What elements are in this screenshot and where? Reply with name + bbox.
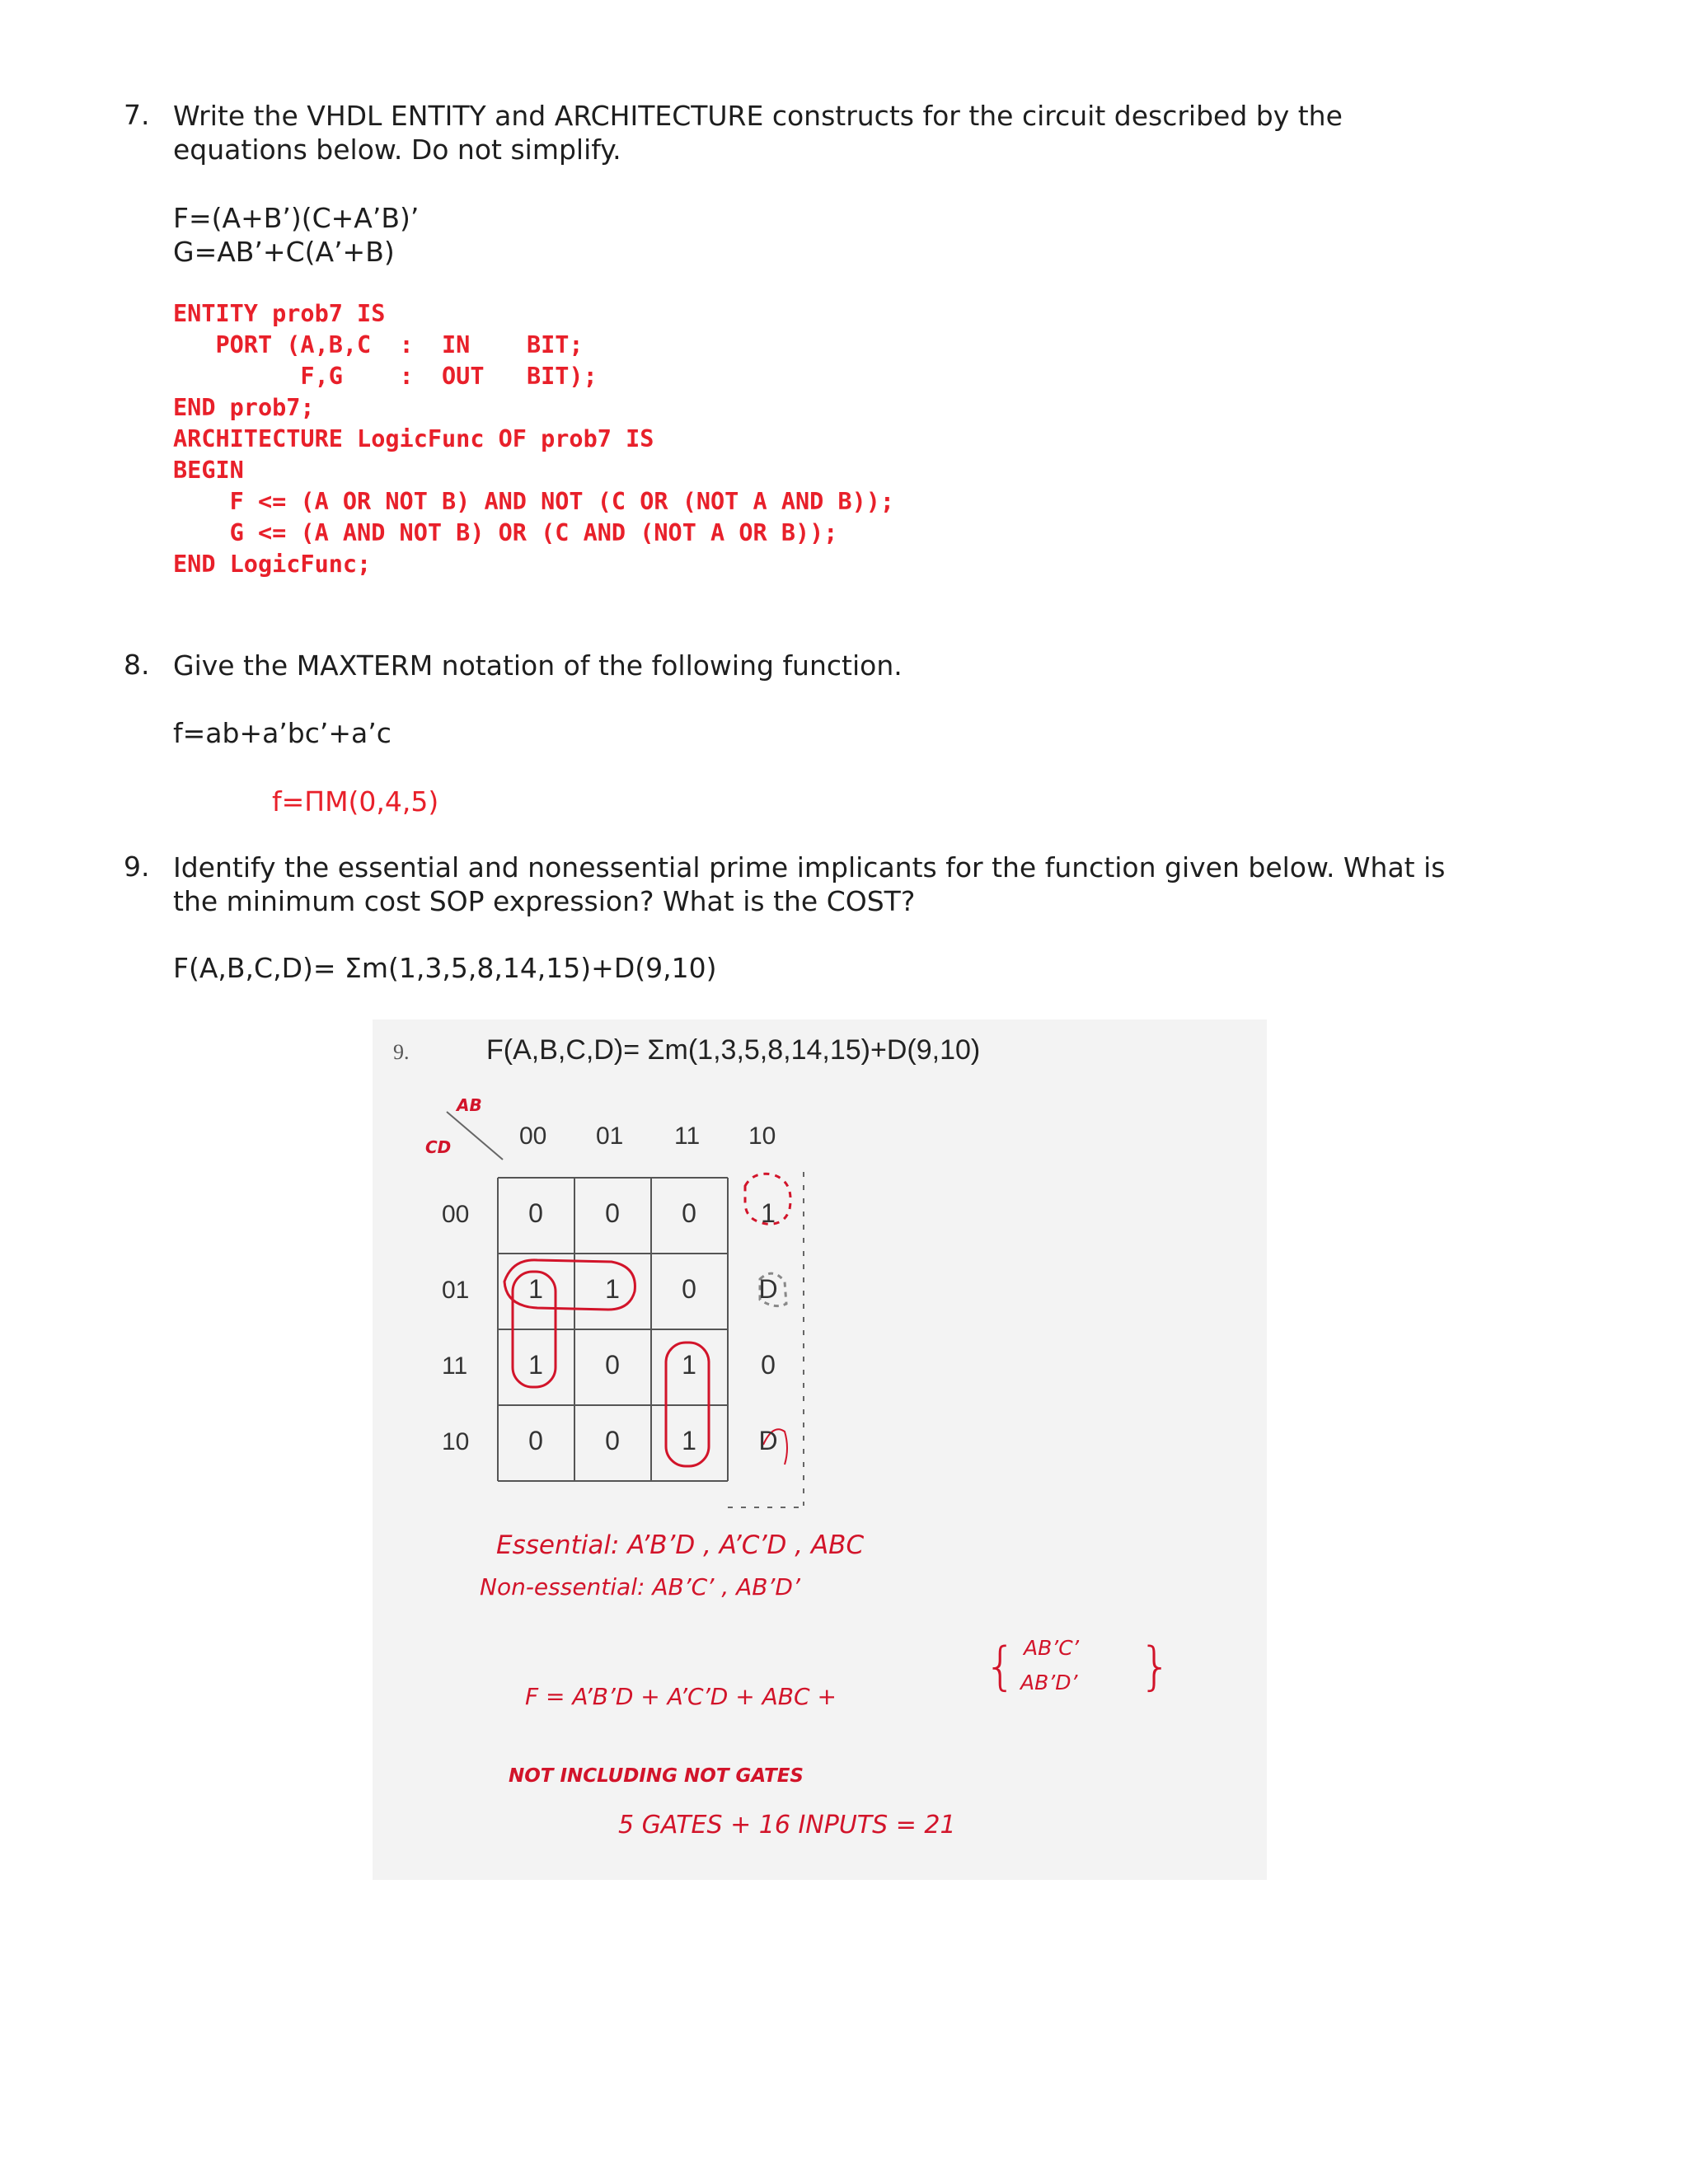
kmap-cell: 1 [528, 1274, 543, 1304]
row-header: 00 [442, 1201, 470, 1228]
code-line: PORT (A,B,C : IN BIT; [173, 331, 584, 359]
total-cost: 5 GATES + 16 INPUTS = 21 [618, 1811, 956, 1840]
question-8-number: 8. [124, 649, 150, 681]
equation-g: G=AB’+C(A’+B) [173, 236, 395, 268]
kmap-cell: 0 [761, 1350, 776, 1380]
kmap-cell: 0 [605, 1198, 620, 1228]
column-header: 10 [748, 1122, 776, 1150]
code-line: F <= (A OR NOT B) AND NOT (C OR (NOT A AND B)); [173, 488, 895, 515]
row-variable-label: AB [457, 1095, 482, 1115]
code-line: END prob7; [173, 394, 315, 421]
nonessential-prime-implicants: Non-essential: AB’C’ , AB’D’ [480, 1573, 800, 1601]
kmap-cell: 1 [528, 1350, 543, 1380]
minimum-sop-expression: F = A’B’D + A’C’D + ABC + [525, 1683, 837, 1710]
column-header: 01 [596, 1122, 624, 1150]
kmap-cell: 1 [682, 1426, 696, 1455]
row-header: 01 [442, 1277, 470, 1304]
column-header: 00 [519, 1122, 547, 1150]
kmap-title: F(A,B,C,D)= Σm(1,3,5,8,14,15)+D(9,10) [486, 1034, 981, 1066]
code-line: G <= (A AND NOT B) OR (C AND (NOT A OR B)); [173, 519, 838, 546]
option-brace-close: } [1139, 1636, 1172, 1696]
question-9-function: F(A,B,C,D)= Σm(1,3,5,8,14,15)+D(9,10) [173, 952, 717, 984]
column-variable-label: CD [425, 1137, 452, 1157]
code-line: ARCHITECTURE LogicFunc OF prob7 IS [173, 425, 654, 452]
kmap-cell: 0 [605, 1350, 620, 1380]
question-9-line1: Identify the essential and nonessential prime implicants for the function given below. What is [173, 851, 1446, 883]
kmap-cell: D [758, 1426, 778, 1455]
question-7-number: 7. [124, 99, 150, 131]
question-7-line2: equations below. Do not simplify. [173, 134, 621, 166]
kmap-solution-image [373, 1019, 1267, 1880]
kmap-cell: D [758, 1274, 778, 1304]
cost-note: NOT INCLUDING NOT GATES [509, 1765, 804, 1787]
kmap-cell: 1 [605, 1274, 620, 1304]
question-8-function: f=ab+a’bc’+a’c [173, 717, 392, 749]
kmap-cell: 0 [682, 1274, 696, 1304]
option-brace: { [984, 1636, 1017, 1696]
question-8-answer: f=ΠM(0,4,5) [272, 785, 439, 818]
row-header: 10 [442, 1428, 470, 1455]
code-line: F,G : OUT BIT); [173, 363, 598, 390]
code-line: END LogicFunc; [173, 551, 372, 578]
option-1: AB’C’ [1024, 1636, 1080, 1660]
question-9-line2: the minimum cost SOP expression? What is the COST? [173, 885, 916, 917]
question-8-text: Give the MAXTERM notation of the following function. [173, 649, 903, 682]
question-7-line1: Write the VHDL ENTITY and ARCHITECTURE constructs for the circuit described by the [173, 100, 1343, 132]
kmap-cell: 0 [682, 1198, 696, 1228]
kmap-cell: 0 [605, 1426, 620, 1455]
kmap-cell: 1 [761, 1198, 776, 1228]
kmap-grid [373, 1019, 1267, 1596]
kmap-cell: 1 [682, 1350, 696, 1380]
kmap-cell: 0 [528, 1198, 543, 1228]
row-header: 11 [442, 1352, 468, 1380]
kmap-cell: 0 [528, 1426, 543, 1455]
column-header: 11 [674, 1122, 701, 1150]
kmap-problem-number: 9. [393, 1040, 410, 1064]
question-9-number: 9. [124, 851, 150, 883]
essential-prime-implicants: Essential: A’B’D , A’C’D , ABC [496, 1530, 865, 1560]
code-line: BEGIN [173, 457, 244, 484]
code-line: ENTITY prob7 IS [173, 300, 386, 327]
equation-f: F=(A+B’)(C+A’B)’ [173, 202, 420, 234]
option-2: AB’D’ [1020, 1671, 1078, 1694]
